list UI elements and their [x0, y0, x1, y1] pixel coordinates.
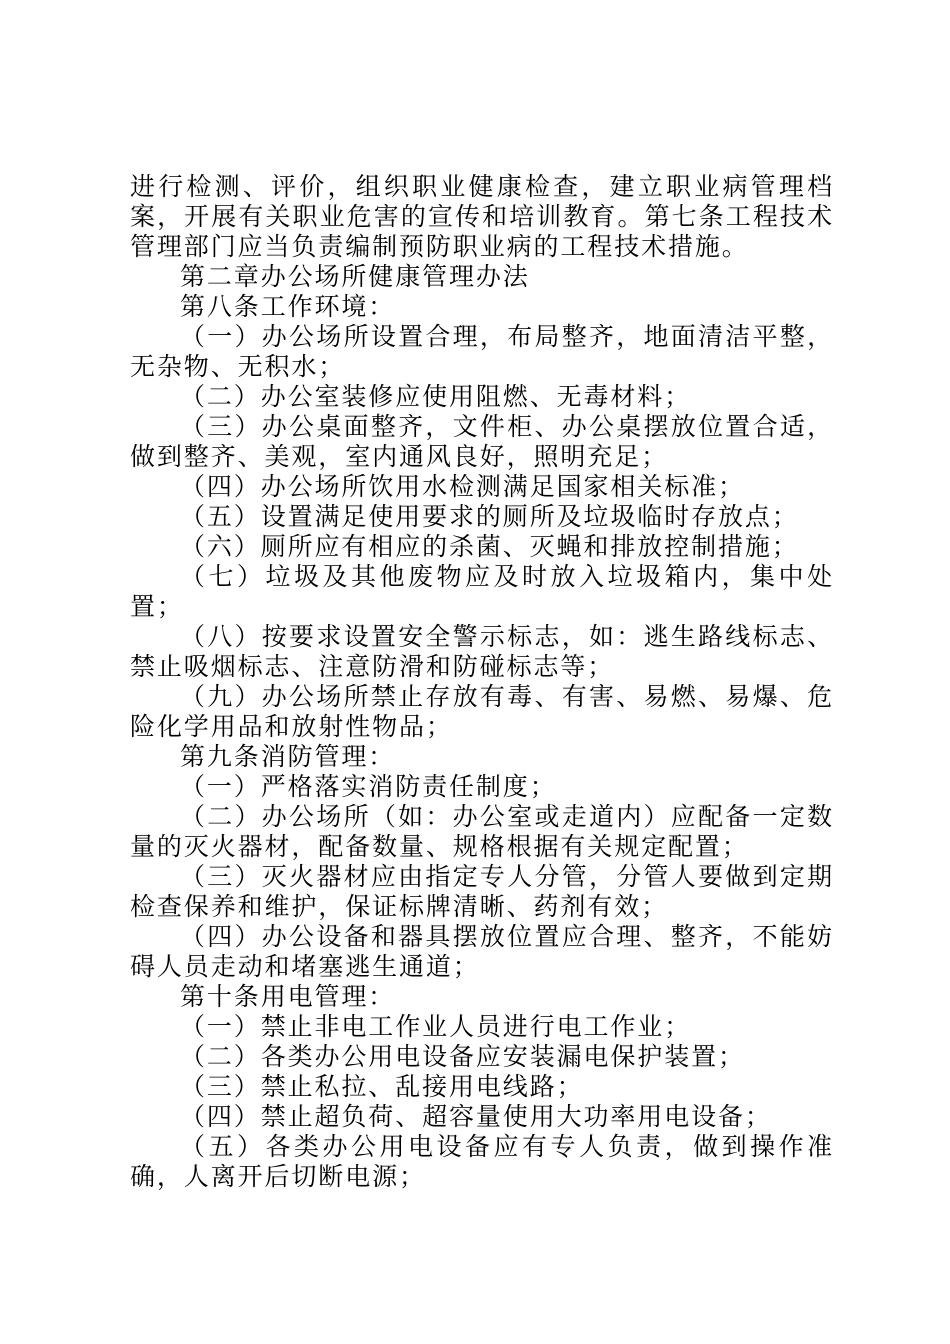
list-item: （一）办公场所设置合理，布局整齐，地面清洁平整，无杂物、无积水； [130, 322, 834, 381]
list-item: （四）禁止超负荷、超容量使用大功率用电设备； [180, 1102, 772, 1131]
list-item: （五）设置满足使用要求的厕所及垃圾临时存放点； [180, 502, 799, 531]
list-item: （二）各类办公用电设备应安装漏电保护装置； [180, 1042, 745, 1071]
list-item: （二）办公场所（如：办公室或走道内）应配备一定数量的灭火器材，配备数量、规格根据有关规定配置； [130, 802, 834, 861]
list-item: （五）各类办公用电设备应有专人负责，做到操作准确，人离开后切断电源； [130, 1132, 834, 1191]
list-item: （七）垃圾及其他废物应及时放入垃圾箱内，集中处置； [130, 562, 834, 621]
article-heading-9: 第九条消防管理： [180, 742, 396, 771]
list-item: （一）禁止非电工作业人员进行电工作业； [180, 1012, 692, 1041]
chapter-heading: 第二章办公场所健康管理办法 [180, 262, 530, 291]
list-item: （三）办公桌面整齐，文件柜、办公桌摆放位置合适，做到整齐、美观，室内通风良好，照明充足； [130, 412, 834, 471]
list-item: （六）厕所应有相应的杀菌、灭蝇和排放控制措施； [180, 532, 799, 561]
list-item: （八）按要求设置安全警示标志，如：逃生路线标志、禁止吸烟标志、注意防滑和防碰标志等； [130, 622, 834, 681]
list-item: （三）禁止私拉、乱接用电线路； [180, 1072, 584, 1101]
list-item: （九）办公场所禁止存放有毒、有害、易燃、易爆、危险化学用品和放射性物品； [130, 682, 834, 741]
list-item: （四）办公设备和器具摆放位置应合理、整齐，不能妨碍人员走动和堵塞逃生通道； [130, 922, 834, 981]
paragraph-continuation: 进行检测、评价，组织职业健康检查，建立职业病管理档案，开展有关职业危害的宣传和培训教育。第七条工程技术管理部门应当负责编制预防职业病的工程技术措施。 [130, 172, 834, 261]
document-page [130, 172, 834, 1192]
list-item: （四）办公场所饮用水检测满足国家相关标准； [180, 472, 745, 501]
article-heading-8: 第八条工作环境： [180, 292, 396, 321]
article-heading-10: 第十条用电管理： [180, 982, 396, 1011]
list-item: （三）灭火器材应由指定专人分管，分管人要做到定期检查保养和维护，保证标牌清晰、药剂有效； [130, 862, 834, 921]
list-item: （二）办公室装修应使用阻燃、无毒材料； [180, 382, 692, 411]
list-item: （一）严格落实消防责任制度； [180, 772, 557, 801]
